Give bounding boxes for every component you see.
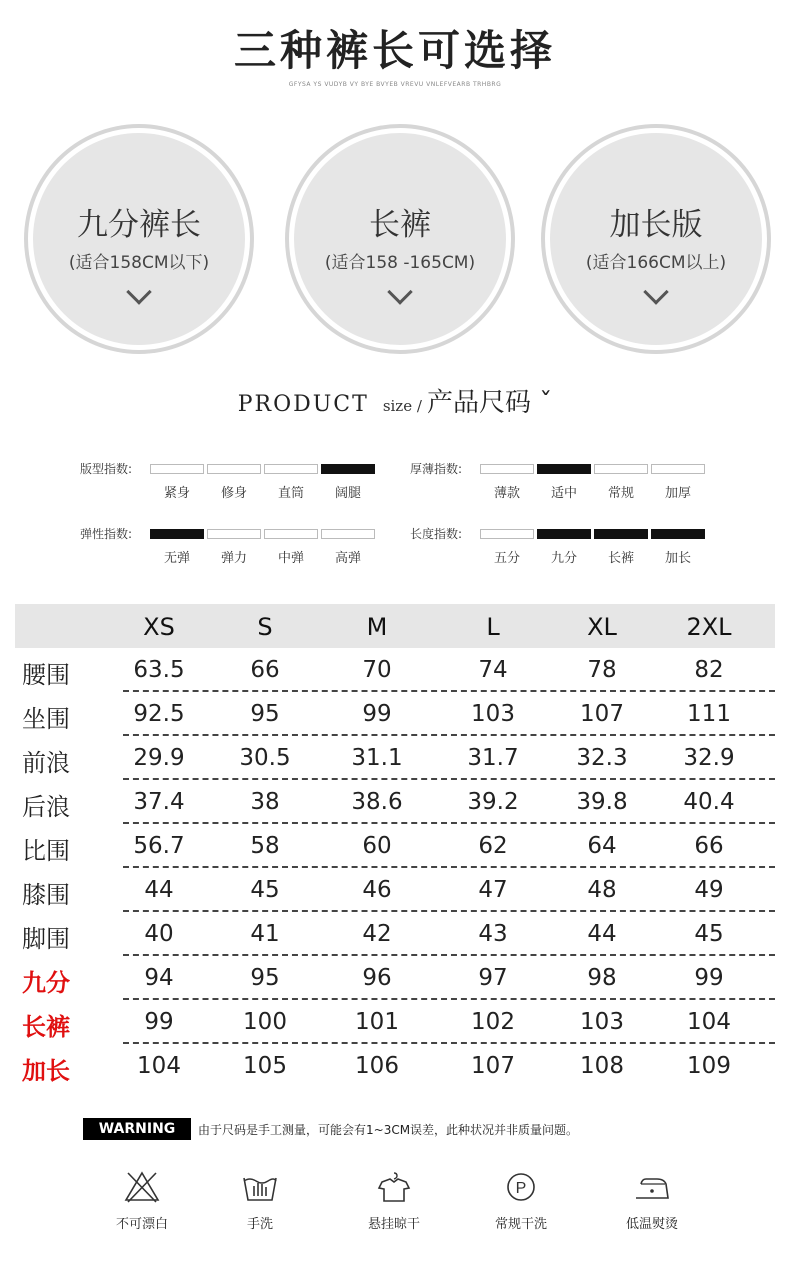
table-row [15, 780, 775, 824]
length-option-title: 加长版 [609, 207, 703, 243]
length-option-title: 九分裤长 [77, 207, 201, 243]
row-label: 加长 [22, 1057, 70, 1085]
index-option-label: 弹力 [220, 551, 247, 566]
table-cell: 103 [471, 701, 515, 727]
index-option-label: 加长 [664, 551, 691, 566]
row-label: 九分 [22, 969, 70, 997]
size-header-cell: L [486, 613, 500, 641]
table-cell: 100 [243, 1009, 287, 1035]
length-option-long [289, 128, 511, 350]
table-cell: 43 [478, 921, 508, 947]
table-cell: 37.4 [133, 789, 185, 815]
table-cell: 46 [362, 877, 392, 903]
table-cell: 38 [250, 789, 280, 815]
table-cell: 66 [694, 833, 724, 859]
row-label: 前浪 [22, 749, 70, 777]
table-cell: 44 [587, 921, 617, 947]
table-cell: 38.6 [351, 789, 403, 815]
table-cell: 44 [144, 877, 174, 903]
index-option-label: 九分 [550, 551, 577, 566]
index-label: 弹性指数: [80, 527, 133, 541]
index-scale [410, 525, 710, 565]
table-cell: 95 [250, 701, 280, 727]
length-option-note: (适合158CM以下) [68, 253, 210, 273]
table-cell: 99 [694, 965, 724, 991]
table-cell: 108 [580, 1053, 624, 1079]
table-cell: 31.7 [467, 745, 519, 771]
size-header-cell: XL [587, 613, 617, 641]
index-segment [480, 529, 534, 539]
table-cell: 107 [580, 701, 624, 727]
index-segment [480, 464, 534, 474]
table-cell: 40 [144, 921, 174, 947]
index-segment [264, 529, 318, 539]
table-row [15, 868, 775, 912]
table-cell: 103 [580, 1009, 624, 1035]
table-cell: 45 [250, 877, 280, 903]
chevron-down-icon [387, 279, 412, 304]
table-cell: 48 [587, 877, 617, 903]
product-heading-size: size / [382, 397, 422, 415]
table-cell: 42 [362, 921, 392, 947]
row-label: 脚围 [22, 925, 70, 953]
table-cell: 32.9 [683, 745, 735, 771]
index-segment [594, 464, 648, 474]
care-label: 低温熨烫 [625, 1217, 678, 1232]
row-label: 坐围 [22, 705, 70, 733]
size-table-body [15, 648, 775, 1088]
product-size-heading [0, 382, 790, 419]
index-label: 厚薄指数: [410, 462, 463, 476]
index-segment [207, 464, 261, 474]
table-cell: 98 [587, 965, 617, 991]
table-cell: 58 [250, 833, 280, 859]
table-row [15, 736, 775, 780]
table-row [15, 1000, 775, 1044]
table-cell: 49 [694, 877, 724, 903]
row-label: 长裤 [22, 1013, 70, 1041]
index-option-label: 常规 [607, 486, 634, 501]
table-cell: 97 [478, 965, 508, 991]
table-cell: 78 [587, 657, 617, 683]
table-cell: 40.4 [683, 789, 735, 815]
care-label: 常规干洗 [494, 1217, 547, 1232]
index-segment [321, 464, 375, 474]
length-option-cropped [28, 128, 250, 350]
index-segment [651, 464, 705, 474]
table-cell: 62 [478, 833, 508, 859]
index-segment [537, 529, 591, 539]
table-row [15, 824, 775, 868]
index-option-label: 直筒 [277, 486, 304, 501]
row-label: 后浪 [22, 793, 70, 821]
size-table [15, 604, 775, 1088]
index-option-label: 薄款 [493, 486, 520, 501]
table-cell: 56.7 [133, 833, 185, 859]
table-cell: 99 [144, 1009, 174, 1035]
index-segment [150, 464, 204, 474]
table-cell: 105 [243, 1053, 287, 1079]
hand-wash-icon [240, 1170, 280, 1204]
row-label: 膝围 [22, 881, 70, 909]
table-cell: 31.1 [351, 745, 403, 771]
chevron-down-icon [643, 279, 668, 304]
hang-dry-icon [374, 1170, 414, 1204]
table-cell: 39.8 [576, 789, 628, 815]
size-header-cell: 2XL [686, 613, 732, 641]
care-label: 悬挂晾干 [367, 1217, 420, 1232]
table-cell: 64 [587, 833, 617, 859]
row-label: 比围 [22, 837, 70, 865]
table-cell: 47 [478, 877, 508, 903]
index-option-label: 适中 [550, 486, 577, 501]
care-item-hand-wash [215, 1170, 305, 1232]
table-cell: 104 [137, 1053, 181, 1079]
index-segment [537, 464, 591, 474]
size-header-cell: M [366, 613, 388, 641]
index-segment [651, 529, 705, 539]
table-row [15, 1044, 775, 1088]
table-cell: 92.5 [133, 701, 185, 727]
table-cell: 66 [250, 657, 280, 683]
care-label: 手洗 [246, 1217, 273, 1232]
warning-text: 由于尺码是手工测量，可能会有1~3CM误差，此种状况并非质量问题。 [198, 1123, 579, 1137]
table-cell: 96 [362, 965, 392, 991]
table-row [15, 912, 775, 956]
care-item-hang-dry [349, 1170, 439, 1232]
care-label: 不可漂白 [115, 1217, 168, 1232]
table-row [15, 956, 775, 1000]
care-item-low-iron [607, 1170, 697, 1232]
index-option-label: 高弹 [334, 551, 361, 566]
row-label: 腰围 [22, 661, 70, 689]
care-item-dry-clean [476, 1170, 566, 1232]
table-cell: 111 [687, 701, 731, 727]
product-heading-en: PRODUCT [237, 392, 369, 417]
index-option-label: 长裤 [607, 551, 634, 566]
size-header-cell: S [257, 613, 273, 641]
table-cell: 45 [694, 921, 724, 947]
index-option-label: 五分 [493, 551, 520, 566]
page-subtitle: GFYSA YS VUDYB VY BYE BVYEB VREVU VNLEFVEARB TRHBRG [288, 81, 502, 88]
low-iron-icon [632, 1170, 672, 1204]
table-cell: 39.2 [467, 789, 519, 815]
length-option-note: (适合166CM以上) [585, 253, 727, 273]
table-cell: 70 [362, 657, 392, 683]
length-option-extra-long [545, 128, 767, 350]
index-segment [207, 529, 261, 539]
length-option-title: 长裤 [369, 207, 431, 243]
table-cell: 104 [687, 1009, 731, 1035]
index-scale [80, 525, 380, 565]
index-option-label: 中弹 [277, 551, 304, 566]
table-cell: 60 [362, 833, 392, 859]
svg-text:P: P [515, 1180, 527, 1197]
index-scale [80, 460, 380, 500]
index-segment [321, 529, 375, 539]
care-item-no-bleach [97, 1170, 187, 1232]
table-cell: 74 [478, 657, 508, 683]
table-cell: 63.5 [133, 657, 185, 683]
size-table-header [15, 604, 775, 648]
index-option-label: 加厚 [664, 486, 691, 501]
table-cell: 29.9 [133, 745, 185, 771]
size-header-cell: XS [143, 613, 175, 641]
index-option-label: 修身 [220, 486, 247, 501]
index-option-label: 阔腿 [334, 486, 361, 501]
index-label: 长度指数: [410, 527, 463, 541]
product-heading-cn: 产品尺码 ˇ [427, 388, 553, 418]
page-title: 三种裤长可选择 [233, 26, 556, 75]
table-cell: 107 [471, 1053, 515, 1079]
table-cell: 82 [694, 657, 724, 683]
index-scale [410, 460, 710, 500]
index-segment [594, 529, 648, 539]
table-row [15, 648, 775, 692]
dry-clean-icon [501, 1170, 541, 1204]
chevron-down-icon [126, 279, 151, 304]
table-cell: 99 [362, 701, 392, 727]
table-cell: 30.5 [239, 745, 291, 771]
table-cell: 102 [471, 1009, 515, 1035]
index-option-label: 紧身 [163, 486, 190, 501]
table-cell: 94 [144, 965, 174, 991]
index-label: 版型指数: [80, 462, 133, 476]
index-segment [150, 529, 204, 539]
table-cell: 32.3 [576, 745, 628, 771]
table-cell: 101 [355, 1009, 399, 1035]
length-option-note: (适合158 -165CM) [324, 253, 476, 273]
index-segment [264, 464, 318, 474]
table-cell: 41 [250, 921, 280, 947]
table-cell: 109 [687, 1053, 731, 1079]
warning-badge: WARNING [83, 1118, 191, 1140]
table-cell: 95 [250, 965, 280, 991]
no-bleach-icon [122, 1170, 162, 1204]
table-cell: 106 [355, 1053, 399, 1079]
index-option-label: 无弹 [163, 551, 190, 566]
table-row [15, 692, 775, 736]
